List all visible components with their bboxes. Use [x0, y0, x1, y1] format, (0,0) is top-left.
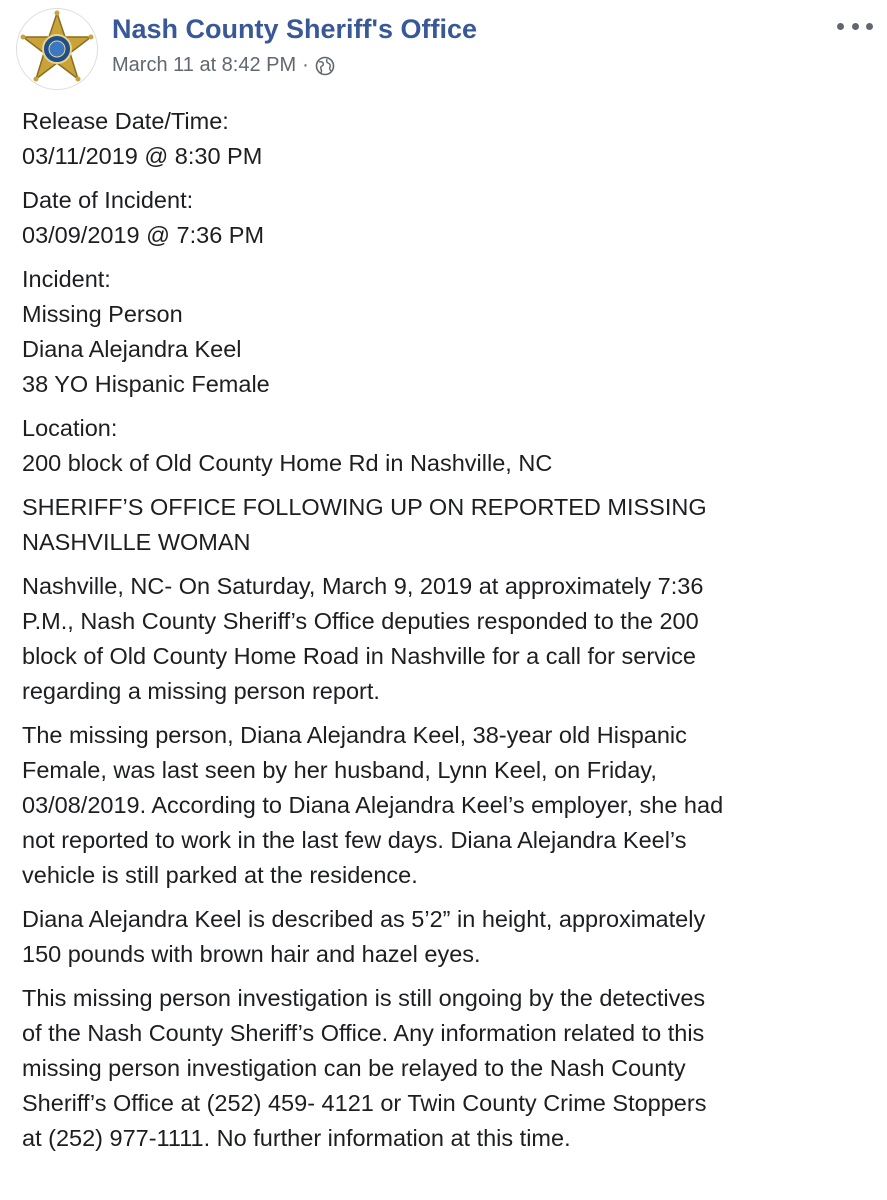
text-line: block of Old County Home Road in Nashville for a call for service: [22, 643, 696, 669]
text-line: regarding a missing person report.: [22, 678, 380, 704]
text-line: This missing person investigation is still ongoing by the detectives: [22, 985, 706, 1011]
text-line: of the Nash County Sheriff’s Office. Any information related to this: [22, 1020, 705, 1046]
paragraph-incident-date: [22, 183, 872, 253]
text-line: Missing Person: [22, 301, 183, 327]
page-name-link[interactable]: Nash County Sheriff's Office: [112, 14, 477, 44]
text-line: 03/08/2019. According to Diana Alejandra Keel’s employer, she had: [22, 792, 724, 818]
text-line: 03/09/2019 @ 7:36 PM: [22, 222, 265, 248]
text-line: Location:: [22, 415, 118, 441]
meta-separator: ·: [302, 54, 309, 76]
text-line: The missing person, Diana Alejandra Keel, 38-year old Hispanic: [22, 722, 687, 748]
text-line: Diana Alejandra Keel is described as 5’2” in height, approximately: [22, 906, 706, 932]
globe-icon[interactable]: [315, 56, 335, 76]
text-line: at (252) 977-1111. No further information at this time.: [22, 1125, 571, 1151]
text-line: Sheriff’s Office at (252) 459- 4121 or Twin County Crime Stoppers: [22, 1090, 707, 1116]
text-line: Release Date/Time:: [22, 108, 229, 134]
text-line: Female, was last seen by her husband, Lynn Keel, on Friday,: [22, 757, 657, 783]
paragraph-details: [22, 718, 872, 893]
text-line: Diana Alejandra Keel: [22, 336, 242, 362]
dot: [852, 23, 859, 30]
dot: [837, 23, 844, 30]
text-line: Date of Incident:: [22, 187, 194, 213]
post-header: [0, 0, 887, 96]
text-line: not reported to work in the last few days. Diana Alejandra Keel’s: [22, 827, 687, 853]
text-line: NASHVILLE WOMAN: [22, 529, 251, 555]
text-line: 03/11/2019 @ 8:30 PM: [22, 143, 263, 169]
text-line: Incident:: [22, 266, 111, 292]
text-line: SHERIFF’S OFFICE FOLLOWING UP ON REPORTED MISSING: [22, 494, 707, 520]
paragraph-description: [22, 902, 872, 972]
paragraph-summary: [22, 569, 872, 709]
text-line: Nashville, NC- On Saturday, March 9, 2019 at approximately 7:36: [22, 573, 704, 599]
paragraph-location: [22, 411, 872, 481]
paragraph-headline: [22, 490, 872, 560]
text-line: 150 pounds with brown hair and hazel eyes.: [22, 941, 481, 967]
text-line: missing person investigation can be relayed to the Nash County: [22, 1055, 686, 1081]
post-meta: [112, 54, 335, 77]
paragraph-release-date: [22, 104, 872, 174]
post-body: [22, 104, 872, 1165]
sheriff-star-badge-icon: [17, 9, 97, 89]
text-line: 38 YO Hispanic Female: [22, 371, 270, 397]
paragraph-contact: [22, 981, 872, 1156]
text-line: vehicle is still parked at the residence.: [22, 862, 418, 888]
ellipsis-icon[interactable]: [837, 14, 873, 38]
page-avatar[interactable]: [16, 8, 98, 90]
text-line: 200 block of Old County Home Rd in Nashville, NC: [22, 450, 553, 476]
post-timestamp[interactable]: March 11 at 8:42 PM: [112, 54, 297, 76]
dot: [866, 23, 873, 30]
paragraph-incident: [22, 262, 872, 402]
text-line: P.M., Nash County Sheriff’s Office deputies responded to the 200: [22, 608, 699, 634]
